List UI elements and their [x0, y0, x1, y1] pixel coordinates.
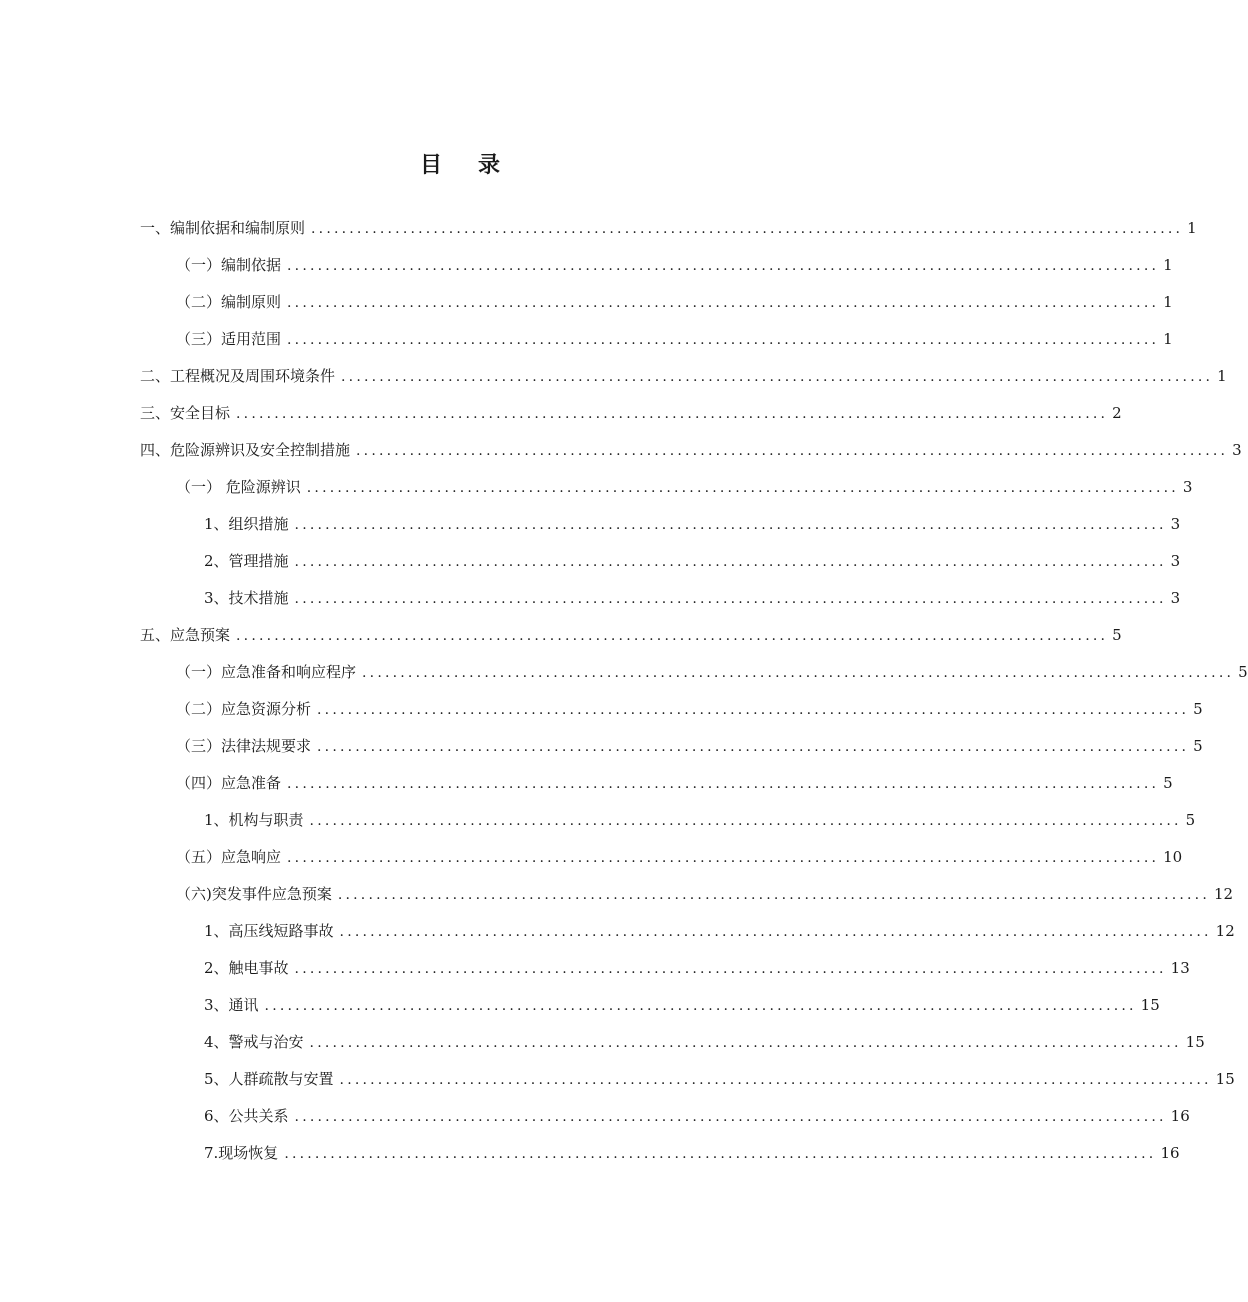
toc-entry-title: 6、公共关系 — [204, 1107, 289, 1125]
toc-dot-leader: .................................................................................................................. — [287, 258, 1160, 274]
toc-dot-leader: .................................................................................................................. — [356, 443, 1229, 459]
toc-page-number: 15 — [1215, 1070, 1235, 1088]
toc-dot-leader: .................................................................................................................. — [287, 850, 1160, 866]
toc-dot-leader: .................................................................................................................. — [294, 961, 1167, 977]
toc-dot-leader: .................................................................................................................. — [294, 591, 1167, 607]
toc-dot-leader: .................................................................................................................. — [317, 702, 1190, 718]
toc-page-number: 3 — [1170, 589, 1181, 607]
toc-entry[interactable] — [140, 402, 1122, 424]
toc-entry-title: 3、技术措施 — [204, 589, 289, 607]
toc-entry-number: 四、 — [140, 441, 171, 459]
toc-entry-title: （一）应急准备和响应程序 — [176, 663, 357, 681]
toc-page-number: 13 — [1170, 959, 1190, 977]
toc-entry[interactable] — [204, 1142, 1180, 1164]
toc-entry[interactable] — [176, 883, 1234, 905]
toc-page-number: 1 — [1163, 330, 1173, 348]
toc-entry-title: 7.现场恢复 — [204, 1144, 279, 1162]
toc-entry-title: 4、警戒与治安 — [204, 1033, 304, 1051]
toc-page-number: 12 — [1215, 922, 1235, 940]
toc-entry[interactable] — [204, 1105, 1190, 1127]
toc-dot-leader: .................................................................................................................. — [306, 480, 1179, 496]
toc-dot-leader: .................................................................................................................. — [317, 739, 1190, 755]
toc-dot-leader: .................................................................................................................. — [362, 665, 1235, 681]
toc-page-number: 16 — [1160, 1144, 1180, 1162]
toc-page-number: 2 — [1112, 404, 1122, 422]
toc-dot-leader: .................................................................................................................. — [287, 332, 1160, 348]
toc-page-number: 5 — [1185, 811, 1196, 829]
toc-dot-leader: .................................................................................................................. — [339, 924, 1212, 940]
toc-page-number: 5 — [1238, 663, 1248, 681]
toc-dot-leader: .................................................................................................................. — [264, 998, 1137, 1014]
title-char-1: 目 — [419, 152, 442, 178]
toc-page-number: 16 — [1170, 1107, 1190, 1125]
toc-entry[interactable] — [204, 1068, 1235, 1090]
toc-entry[interactable] — [176, 476, 1193, 498]
toc-entry[interactable] — [204, 587, 1181, 609]
toc-entry[interactable] — [176, 328, 1173, 350]
toc-entry-title: 应急预案 — [170, 626, 231, 644]
toc-page-number: 15 — [1185, 1033, 1205, 1051]
toc-dot-leader: .................................................................................................................. — [294, 554, 1167, 570]
toc-entry-title: 1、机构与职责 — [204, 811, 304, 829]
toc-entry[interactable] — [176, 291, 1173, 313]
toc-entry-title: （四）应急准备 — [176, 774, 282, 792]
toc-entry-title: 2、触电事故 — [204, 959, 289, 977]
toc-dot-leader: .................................................................................................................. — [309, 813, 1182, 829]
toc-page-number: 1 — [1217, 367, 1227, 385]
toc-entry-title: 1、高压线短路事故 — [204, 922, 334, 940]
toc-entry-title: （五）应急响应 — [176, 848, 282, 866]
toc-entry[interactable] — [140, 217, 1197, 239]
toc-page-number: 1 — [1187, 219, 1197, 237]
toc-entry[interactable] — [204, 957, 1190, 979]
toc-dot-leader: .................................................................................................................. — [339, 1072, 1212, 1088]
toc-dot-leader: .................................................................................................................. — [294, 1109, 1167, 1125]
toc-entry-title: 编制依据和编制原则 — [170, 219, 306, 237]
toc-entry-title: 2、管理措施 — [204, 552, 289, 570]
toc-dot-leader: .................................................................................................................. — [294, 517, 1167, 533]
toc-entry-title: （二）应急资源分析 — [176, 700, 312, 718]
toc-entry[interactable] — [204, 994, 1160, 1016]
toc-entry-number: 一、 — [140, 219, 171, 237]
toc-entry[interactable] — [176, 772, 1173, 794]
toc-entry[interactable] — [140, 439, 1242, 461]
toc-entry-title: （二）编制原则 — [176, 293, 282, 311]
toc-dot-leader: .................................................................................................................. — [341, 369, 1214, 385]
toc-entry[interactable] — [176, 661, 1248, 683]
toc-entry-title: 工程概况及周围环境条件 — [170, 367, 336, 385]
toc-entry-title: 5、人群疏散与安置 — [204, 1070, 334, 1088]
toc-page-number: 5 — [1193, 737, 1203, 755]
toc-page-number: 3 — [1232, 441, 1242, 459]
toc-entry[interactable] — [204, 920, 1235, 942]
toc-entry-number: 五、 — [140, 626, 171, 644]
toc-entry-number: 二、 — [140, 367, 171, 385]
toc-entry[interactable] — [204, 809, 1196, 831]
toc-page-number: 5 — [1193, 700, 1203, 718]
toc-page-number: 12 — [1213, 885, 1234, 903]
toc-entry-number: 三、 — [140, 404, 171, 422]
toc-entry-title: （一） 危险源辨识 — [176, 478, 301, 496]
toc-entry-title: （三）法律法规要求 — [176, 737, 312, 755]
toc-dot-leader: .................................................................................................................. — [311, 221, 1184, 237]
toc-entry-title: 1、组织措施 — [204, 515, 289, 533]
toc-dot-leader: .................................................................................................................. — [236, 406, 1109, 422]
toc-page-number: 3 — [1170, 515, 1181, 533]
toc-page-number: 3 — [1170, 552, 1181, 570]
title-char-2: 录 — [478, 152, 501, 178]
toc-page-number: 1 — [1163, 293, 1173, 311]
toc-dot-leader: .................................................................................................................. — [284, 1146, 1157, 1162]
toc-page-number: 3 — [1182, 478, 1193, 496]
toc-page-number: 15 — [1140, 996, 1160, 1014]
toc-entry[interactable] — [176, 698, 1203, 720]
toc-dot-leader: .................................................................................................................. — [337, 887, 1210, 903]
toc-dot-leader: .................................................................................................................. — [287, 295, 1160, 311]
toc-entry[interactable] — [204, 513, 1181, 535]
toc-page-number: 10 — [1163, 848, 1183, 866]
toc-entry-title: （一）编制依据 — [176, 256, 282, 274]
page-title — [0, 148, 920, 179]
toc-entry-title: 危险源辨识及安全控制措施 — [170, 441, 351, 459]
toc-entry-title: 安全目标 — [170, 404, 231, 422]
toc-dot-leader: .................................................................................................................. — [309, 1035, 1182, 1051]
toc-dot-leader: .................................................................................................................. — [287, 776, 1160, 792]
toc-entry-title: 3、通讯 — [204, 996, 259, 1014]
toc-entry[interactable] — [176, 735, 1203, 757]
toc-entry-title: （三）适用范围 — [176, 330, 282, 348]
toc-entry[interactable] — [204, 1031, 1205, 1053]
toc-page-number: 5 — [1163, 774, 1173, 792]
toc-entry-title: （六)突发事件应急预案 — [176, 885, 332, 903]
toc-entry[interactable] — [204, 550, 1181, 572]
toc-page-number: 1 — [1163, 256, 1173, 274]
toc-dot-leader: .................................................................................................................. — [236, 628, 1109, 644]
toc-page-number: 5 — [1112, 626, 1122, 644]
toc-entry[interactable] — [140, 624, 1122, 646]
toc-entry[interactable] — [176, 254, 1173, 276]
toc-entry[interactable] — [176, 846, 1183, 868]
toc-entry[interactable] — [140, 365, 1227, 387]
